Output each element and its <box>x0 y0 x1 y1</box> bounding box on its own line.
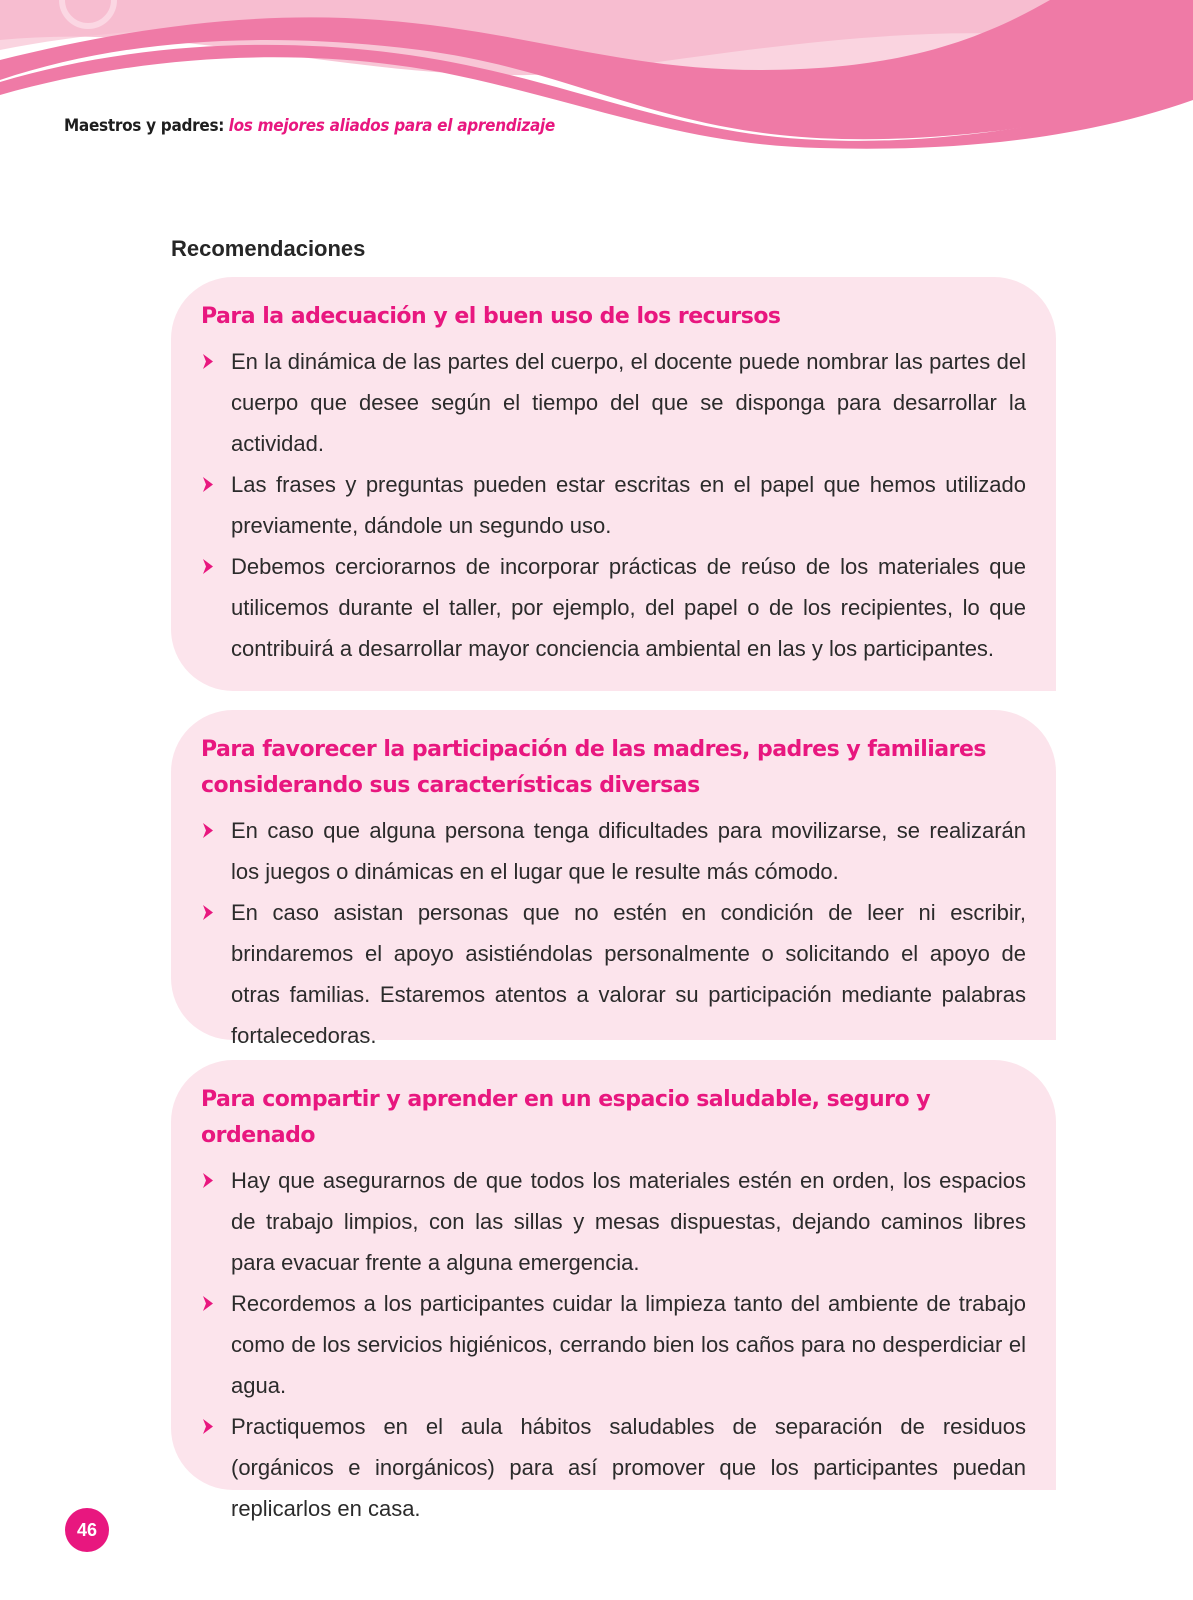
box-title: Para la adecuación y el buen uso de los recursos <box>201 304 781 329</box>
recommendation-box-safe-space <box>171 1060 1056 1521</box>
bullet-list <box>201 341 1026 669</box>
list-item-text: En caso que alguna persona tenga dificultades para movilizarse, se realizarán los juegos o dinámicas en el lugar que le resulte más cómodo. <box>231 818 1026 884</box>
list-item <box>201 464 1026 546</box>
list-item-text: Recordemos a los participantes cuidar la limpieza tanto del ambiente de trabajo como de los servicios higiénicos, cerrando bien los caños para no desperdiciar el agua. <box>231 1291 1026 1398</box>
header-left-text: Maestros y padres: <box>64 116 225 136</box>
list-item-text: Debemos cerciorarnos de incorporar prácticas de reúso de los materiales que utilicemos durante el taller, por ejemplo, del papel o de los recipientes, lo que contribuirá a desarrollar mayor conciencia ambiental en las y los participantes. <box>231 554 1026 661</box>
chevron-right-icon <box>201 1295 215 1312</box>
list-item <box>201 1283 1026 1406</box>
recommendation-box-resources <box>171 277 1056 691</box>
list-item-text: En caso asistan personas que no estén en condición de leer ni escribir, brindaremos el apoyo asistiéndolas personalmente o solicitando el apoyo de otras familias. Estaremos atentos a valorar su participación mediante palabras fortalecedoras. <box>231 900 1026 1048</box>
list-item <box>201 1406 1026 1529</box>
chevron-right-icon <box>201 353 215 370</box>
chevron-right-icon <box>201 822 215 839</box>
chevron-right-icon <box>201 1418 215 1435</box>
chevron-right-icon <box>201 904 215 921</box>
list-item <box>201 892 1026 1056</box>
header-right-text: los mejores aliados para el aprendizaje <box>228 116 555 136</box>
bullet-list <box>201 810 1026 1056</box>
list-item-text: En la dinámica de las partes del cuerpo, el docente puede nombrar las partes del cuerpo que desee según el tiempo del que se disponga para desarrollar la actividad. <box>231 349 1026 456</box>
list-item <box>201 810 1026 892</box>
page-number: 46 <box>65 1508 109 1552</box>
box-title: Para favorecer la participación de las madres, padres y familiares considerando sus características diversas <box>201 737 986 798</box>
chevron-right-icon <box>201 1172 215 1189</box>
list-item-text: Hay que asegurarnos de que todos los materiales estén en orden, los espacios de trabajo limpios, con las sillas y mesas dispuestas, dejando caminos libres para evacuar frente a alguna emergencia. <box>231 1168 1026 1275</box>
list-item-text: Las frases y preguntas pueden estar escritas en el papel que hemos utilizado previamente, dándole un segundo uso. <box>231 472 1026 538</box>
list-item <box>201 1160 1026 1283</box>
header-wave-decoration <box>0 0 1193 160</box>
recommendation-box-participation <box>171 710 1056 1048</box>
list-item-text: Practiquemos en el aula hábitos saludables de separación de residuos (orgánicos e inorgánicos) para así promover que los participantes puedan replicarlos en casa. <box>231 1414 1026 1521</box>
bullet-list <box>201 1160 1026 1529</box>
chevron-right-icon <box>201 476 215 493</box>
list-item <box>201 546 1026 669</box>
box-title: Para compartir y aprender en un espacio saludable, seguro y ordenado <box>201 1087 931 1148</box>
chevron-right-icon <box>201 558 215 575</box>
running-header <box>64 116 555 136</box>
list-item <box>201 341 1026 464</box>
section-title: Recomendaciones <box>171 236 366 261</box>
